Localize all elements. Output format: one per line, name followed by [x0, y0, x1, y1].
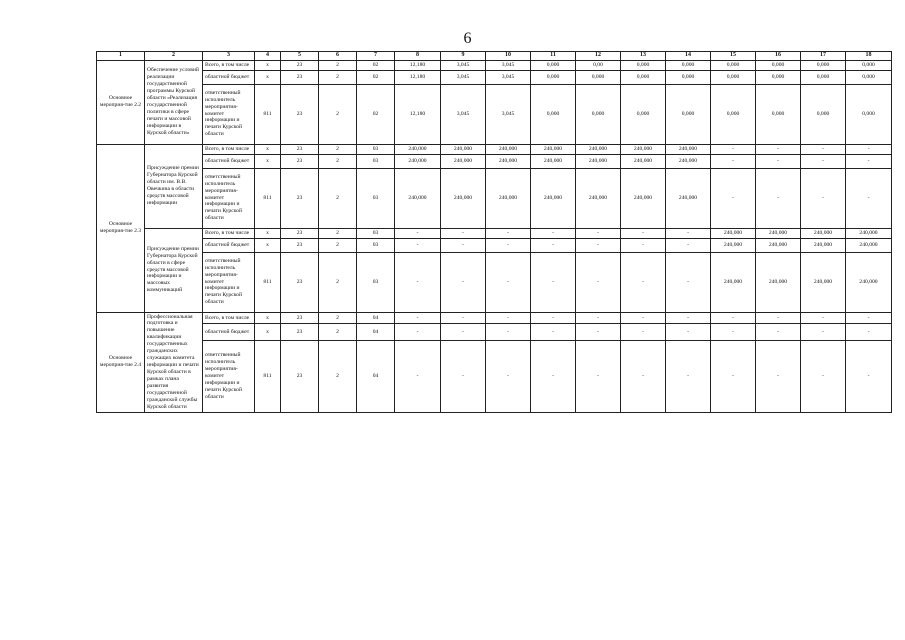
funding-source-cell: ответственный исполнитель мероприятия-комитет информации и печати Курской области: [203, 341, 255, 413]
value-cell: -: [666, 324, 711, 341]
value-cell: 3,045: [441, 70, 486, 84]
value-cell: -: [395, 238, 441, 252]
value-cell: -: [711, 341, 756, 413]
value-cell: 0,000: [756, 70, 801, 84]
column-number-header: 10: [486, 52, 531, 61]
value-cell: 240,000: [666, 144, 711, 154]
value-cell: -: [486, 252, 531, 312]
value-cell: 3,045: [486, 84, 531, 144]
value-cell: -: [441, 312, 486, 324]
value-cell: 0,000: [621, 84, 666, 144]
value-cell: -: [621, 341, 666, 413]
event-cell: Основное мероприя-тие 2.3: [97, 144, 145, 312]
funding-source-cell: областной бюджет: [203, 70, 255, 84]
value-cell: -: [756, 154, 801, 168]
csr-cell: 04: [357, 312, 395, 324]
value-cell: 240,000: [621, 144, 666, 154]
value-cell: -: [756, 324, 801, 341]
value-cell: -: [666, 228, 711, 238]
value-cell: 0,000: [801, 60, 846, 70]
value-cell: -: [395, 324, 441, 341]
value-cell: -: [711, 312, 756, 324]
event-cell: Основное мероприя-тие 2.2: [97, 60, 145, 144]
value-cell: -: [621, 228, 666, 238]
value-cell: 3,045: [486, 60, 531, 70]
value-cell: 240,000: [441, 144, 486, 154]
value-cell: 12,180: [395, 60, 441, 70]
column-number-header: 17: [801, 52, 846, 61]
table-row: [97, 60, 892, 70]
value-cell: -: [846, 324, 892, 341]
table-row: [97, 84, 892, 144]
value-cell: -: [576, 341, 621, 413]
value-cell: -: [441, 238, 486, 252]
event-name-cell: Присуждение премии Губернатора Курской области в сфере средств массовой информации и массовых коммуникаций: [145, 228, 203, 312]
grbs-cell: x: [255, 60, 281, 70]
value-cell: 240,000: [846, 238, 892, 252]
value-cell: -: [576, 312, 621, 324]
funding-source-cell: областной бюджет: [203, 238, 255, 252]
value-cell: -: [531, 341, 576, 413]
value-cell: 0,000: [666, 70, 711, 84]
value-cell: 240,000: [801, 238, 846, 252]
funding-source-cell: Всего, в том числе: [203, 312, 255, 324]
column-number-header: 13: [621, 52, 666, 61]
pr-cell: 2: [319, 252, 357, 312]
value-cell: 240,000: [395, 154, 441, 168]
value-cell: 0,000: [756, 84, 801, 144]
rz-cell: 23: [281, 84, 319, 144]
rz-cell: 23: [281, 60, 319, 70]
value-cell: 0,000: [711, 70, 756, 84]
value-cell: -: [711, 144, 756, 154]
event-name-cell: Обеспечение условий реализации государственной программы Курской области «Реализация государственной политики в сфере печати и массовой информации в Курской области»: [145, 60, 203, 144]
csr-cell: 04: [357, 341, 395, 413]
pr-cell: 2: [319, 312, 357, 324]
value-cell: 240,000: [441, 168, 486, 228]
value-cell: 240,000: [395, 168, 441, 228]
value-cell: -: [441, 324, 486, 341]
value-cell: -: [621, 238, 666, 252]
column-number-header: 18: [846, 52, 892, 61]
table-row: [97, 144, 892, 154]
value-cell: -: [441, 341, 486, 413]
column-number-header: 9: [441, 52, 486, 61]
column-number-row: [97, 52, 892, 61]
value-cell: -: [576, 228, 621, 238]
column-number-header: 12: [576, 52, 621, 61]
value-cell: 240,000: [621, 168, 666, 228]
csr-cell: 03: [357, 252, 395, 312]
column-number-header: 8: [395, 52, 441, 61]
value-cell: 240,000: [756, 238, 801, 252]
grbs-cell: x: [255, 238, 281, 252]
column-number-header: 3: [203, 52, 255, 61]
value-cell: -: [846, 312, 892, 324]
value-cell: -: [666, 341, 711, 413]
grbs-cell: x: [255, 70, 281, 84]
value-cell: -: [801, 341, 846, 413]
column-number-header: 15: [711, 52, 756, 61]
value-cell: 3,045: [486, 70, 531, 84]
table-row: [97, 168, 892, 228]
value-cell: 0,000: [846, 84, 892, 144]
value-cell: -: [846, 341, 892, 413]
value-cell: -: [486, 324, 531, 341]
value-cell: -: [846, 144, 892, 154]
value-cell: 0,000: [621, 60, 666, 70]
value-cell: -: [801, 154, 846, 168]
value-cell: 0,000: [801, 84, 846, 144]
value-cell: 240,000: [711, 238, 756, 252]
page-number: 6: [463, 30, 472, 47]
column-number-header: 1: [97, 52, 145, 61]
funding-source-cell: областной бюджет: [203, 154, 255, 168]
value-cell: -: [486, 228, 531, 238]
value-cell: -: [756, 144, 801, 154]
column-number-header: 2: [145, 52, 203, 61]
value-cell: -: [711, 324, 756, 341]
funding-source-cell: Всего, в том числе: [203, 228, 255, 238]
column-number-header: 11: [531, 52, 576, 61]
value-cell: 0,000: [576, 84, 621, 144]
grbs-cell: x: [255, 312, 281, 324]
funding-source-cell: Всего, в том числе: [203, 60, 255, 70]
value-cell: 240,000: [531, 168, 576, 228]
value-cell: 240,000: [531, 144, 576, 154]
column-number-header: 4: [255, 52, 281, 61]
value-cell: -: [395, 228, 441, 238]
csr-cell: 02: [357, 84, 395, 144]
value-cell: -: [486, 238, 531, 252]
value-cell: 0,000: [846, 60, 892, 70]
column-number-header: 7: [357, 52, 395, 61]
value-cell: -: [666, 238, 711, 252]
csr-cell: 02: [357, 70, 395, 84]
value-cell: -: [486, 312, 531, 324]
budget-table: [96, 51, 892, 413]
table-row: [97, 341, 892, 413]
value-cell: -: [576, 252, 621, 312]
event-name-cell: Профессиональная подготовка и повышение квалификации государственных гражданских служащих комитета информации и печати Курской области в рамках плана развития государственной гражданской службы Курской области: [145, 312, 203, 413]
value-cell: 240,000: [441, 154, 486, 168]
rz-cell: 23: [281, 168, 319, 228]
rz-cell: 23: [281, 154, 319, 168]
value-cell: -: [621, 252, 666, 312]
event-name-cell: Присуждение премии Губернатора Курской области им. В.В. Овечкина в области средств массовой информации: [145, 144, 203, 228]
value-cell: -: [531, 312, 576, 324]
value-cell: -: [801, 168, 846, 228]
pr-cell: 2: [319, 84, 357, 144]
rz-cell: 23: [281, 341, 319, 413]
value-cell: 0,000: [711, 60, 756, 70]
value-cell: 0,000: [846, 70, 892, 84]
pr-cell: 2: [319, 341, 357, 413]
funding-source-cell: ответственный исполнитель мероприятия-комитет информации и печати Курской области: [203, 168, 255, 228]
value-cell: 240,000: [711, 252, 756, 312]
value-cell: 240,000: [486, 154, 531, 168]
funding-source-cell: ответственный исполнитель мероприятия-комитет информации и печати Курской области: [203, 252, 255, 312]
value-cell: 12,180: [395, 84, 441, 144]
value-cell: 0,000: [666, 60, 711, 70]
rz-cell: 23: [281, 228, 319, 238]
value-cell: -: [846, 154, 892, 168]
funding-source-cell: областной бюджет: [203, 324, 255, 341]
value-cell: 240,000: [711, 228, 756, 238]
funding-source-cell: ответственный исполнитель мероприятия-комитет информации и печати Курской области: [203, 84, 255, 144]
rz-cell: 23: [281, 312, 319, 324]
value-cell: -: [666, 252, 711, 312]
csr-cell: 03: [357, 238, 395, 252]
column-number-header: 6: [319, 52, 357, 61]
value-cell: -: [531, 252, 576, 312]
table-body: [97, 60, 892, 413]
csr-cell: 03: [357, 168, 395, 228]
value-cell: -: [441, 228, 486, 238]
value-cell: 240,000: [801, 252, 846, 312]
grbs-cell: 811: [255, 252, 281, 312]
pr-cell: 2: [319, 144, 357, 154]
grbs-cell: 811: [255, 84, 281, 144]
grbs-cell: x: [255, 228, 281, 238]
value-cell: -: [711, 168, 756, 228]
column-number-header: 14: [666, 52, 711, 61]
pr-cell: 2: [319, 324, 357, 341]
value-cell: 240,000: [846, 228, 892, 238]
pr-cell: 2: [319, 154, 357, 168]
csr-cell: 03: [357, 228, 395, 238]
table-row: [97, 70, 892, 84]
table-row: [97, 324, 892, 341]
value-cell: 0,000: [531, 70, 576, 84]
value-cell: 240,000: [486, 144, 531, 154]
value-cell: 0,000: [531, 60, 576, 70]
value-cell: -: [441, 252, 486, 312]
value-cell: 0,00: [576, 60, 621, 70]
value-cell: -: [531, 324, 576, 341]
value-cell: -: [576, 238, 621, 252]
funding-source-cell: Всего, в том числе: [203, 144, 255, 154]
value-cell: -: [756, 168, 801, 228]
value-cell: 0,000: [756, 60, 801, 70]
value-cell: -: [666, 312, 711, 324]
value-cell: -: [395, 341, 441, 413]
value-cell: -: [801, 312, 846, 324]
table-row: [97, 228, 892, 238]
value-cell: 12,180: [395, 70, 441, 84]
rz-cell: 23: [281, 238, 319, 252]
grbs-cell: x: [255, 144, 281, 154]
value-cell: -: [531, 238, 576, 252]
value-cell: 240,000: [666, 154, 711, 168]
grbs-cell: 811: [255, 341, 281, 413]
pr-cell: 2: [319, 228, 357, 238]
table-row: [97, 252, 892, 312]
value-cell: -: [801, 324, 846, 341]
value-cell: 240,000: [756, 252, 801, 312]
pr-cell: 2: [319, 60, 357, 70]
value-cell: -: [711, 154, 756, 168]
grbs-cell: x: [255, 154, 281, 168]
value-cell: 0,000: [576, 70, 621, 84]
value-cell: -: [801, 144, 846, 154]
pr-cell: 2: [319, 238, 357, 252]
value-cell: -: [621, 312, 666, 324]
value-cell: 0,000: [666, 84, 711, 144]
value-cell: -: [531, 228, 576, 238]
value-cell: -: [846, 168, 892, 228]
pr-cell: 2: [319, 168, 357, 228]
value-cell: 240,000: [576, 168, 621, 228]
column-number-header: 5: [281, 52, 319, 61]
value-cell: 0,000: [531, 84, 576, 144]
value-cell: 240,000: [756, 228, 801, 238]
grbs-cell: 811: [255, 168, 281, 228]
value-cell: 0,000: [801, 70, 846, 84]
value-cell: 3,045: [441, 60, 486, 70]
value-cell: -: [395, 252, 441, 312]
csr-cell: 02: [357, 60, 395, 70]
pr-cell: 2: [319, 70, 357, 84]
table-row: [97, 154, 892, 168]
rz-cell: 23: [281, 70, 319, 84]
value-cell: 240,000: [666, 168, 711, 228]
value-cell: -: [576, 324, 621, 341]
csr-cell: 03: [357, 154, 395, 168]
table-row: [97, 238, 892, 252]
column-number-header: 16: [756, 52, 801, 61]
value-cell: 3,045: [441, 84, 486, 144]
value-cell: 240,000: [801, 228, 846, 238]
value-cell: -: [486, 341, 531, 413]
rz-cell: 23: [281, 324, 319, 341]
table-row: [97, 312, 892, 324]
rz-cell: 23: [281, 252, 319, 312]
rz-cell: 23: [281, 144, 319, 154]
value-cell: 240,000: [395, 144, 441, 154]
value-cell: 240,000: [846, 252, 892, 312]
value-cell: 240,000: [621, 154, 666, 168]
value-cell: 0,000: [711, 84, 756, 144]
value-cell: 240,000: [486, 168, 531, 228]
value-cell: 240,000: [531, 154, 576, 168]
value-cell: -: [621, 324, 666, 341]
grbs-cell: x: [255, 324, 281, 341]
csr-cell: 04: [357, 324, 395, 341]
value-cell: -: [395, 312, 441, 324]
value-cell: 240,000: [576, 144, 621, 154]
csr-cell: 03: [357, 144, 395, 154]
event-cell: Основное мероприя-тие 2.4: [97, 312, 145, 413]
value-cell: 0,000: [621, 70, 666, 84]
value-cell: -: [756, 341, 801, 413]
value-cell: -: [756, 312, 801, 324]
value-cell: 240,000: [576, 154, 621, 168]
